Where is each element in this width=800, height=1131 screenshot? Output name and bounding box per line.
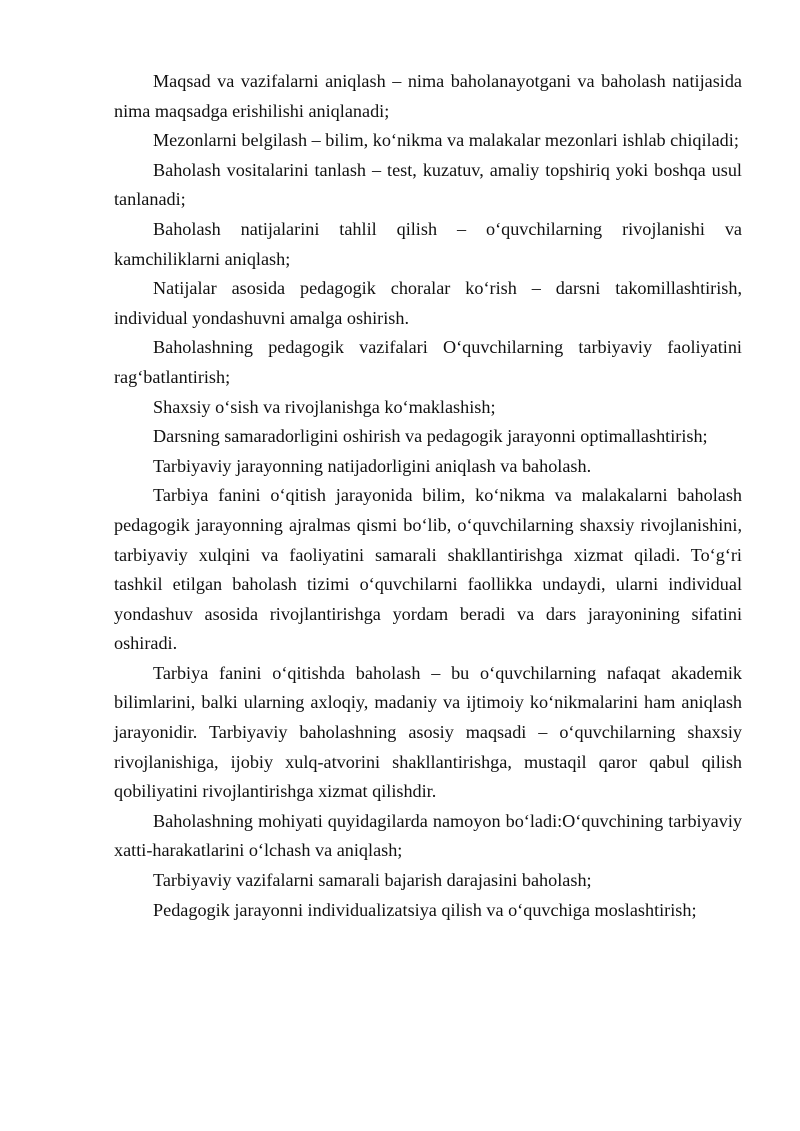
paragraph: Tarbiya fanini o‘qitishda baholash – bu o‘quvchilarning nafaqat akademik bilimlarini, balki ularning axloqiy, madaniy va ijtimoiy ko‘nikmalarini ham aniqlash jarayonidir. Tarbiyaviy baholashning asosiy maqsadi – o‘quvchilarning shaxsiy rivojlanishiga, ijobiy xulq-atvorini shakllantirishga, mustaqil qaror qabul qilish qobiliyatini rivojlantirishga xizmat qilishdir. xyxy=(114,662,742,802)
paragraph: Baholashning mohiyati quyidagilarda namoyon bo‘ladi:O‘quvchining tarbiyaviy xatti-harakatlarini o‘lchash va aniqlash; xyxy=(114,810,742,861)
paragraph: Tarbiyaviy vazifalarni samarali bajarish darajasini baholash; xyxy=(153,870,592,891)
paragraph: Baholashning pedagogik vazifalari O‘quvchilarning tarbiyaviy faoliyatini rag‘batlantirish; xyxy=(114,337,742,387)
paragraph: Baholash natijalarini tahlil qilish – o‘quvchilarning rivojlanishi va kamchiliklarni aniqlash; xyxy=(114,218,742,269)
paragraph: Tarbiya fanini o‘qitish jarayonida bilim, ko‘nikma va malakalarni baholash pedagogik jarayonning ajralmas qismi bo‘lib, o‘quvchilarning shaxsiy rivojlanishini, tarbiyaviy xulqini va faoliyatini samarali shakllantirishga xizmat qiladi. To‘g‘ri tashkil etilgan baholash tizimi o‘quvchilarni faollikka undaydi, ularni individual yondashuv asosida rivojlantirishga yordam beradi va dars jarayonining sifatini oshiradi. xyxy=(114,485,742,654)
paragraph: Maqsad va vazifalarni aniqlash – nima baholanayotgani va baholash natijasida nima maqsadga erishilishi aniqlanadi; xyxy=(114,71,742,121)
document-page xyxy=(114,67,742,925)
paragraph: Natijalar asosida pedagogik choralar ko‘rish – darsni takomillashtirish, individual yondashuvni amalga oshirish. xyxy=(114,278,742,328)
paragraph: Tarbiyaviy jarayonning natijadorligini aniqlash va baholash. xyxy=(153,455,592,476)
paragraph: Darsning samaradorligini oshirish va pedagogik jarayonni optimallashtirish; xyxy=(153,426,708,447)
paragraph: Pedagogik jarayonni individualizatsiya qilish va o‘quvchiga moslashtirish; xyxy=(153,899,697,920)
paragraph: Shaxsiy o‘sish va rivojlanishga ko‘maklashish; xyxy=(153,396,496,417)
paragraph: Mezonlarni belgilash – bilim, ko‘nikma va malakalar mezonlari ishlab chiqiladi; xyxy=(153,130,739,151)
paragraph: Baholash vositalarini tanlash – test, kuzatuv, amaliy topshiriq yoki boshqa usul tanlanadi; xyxy=(114,159,742,210)
